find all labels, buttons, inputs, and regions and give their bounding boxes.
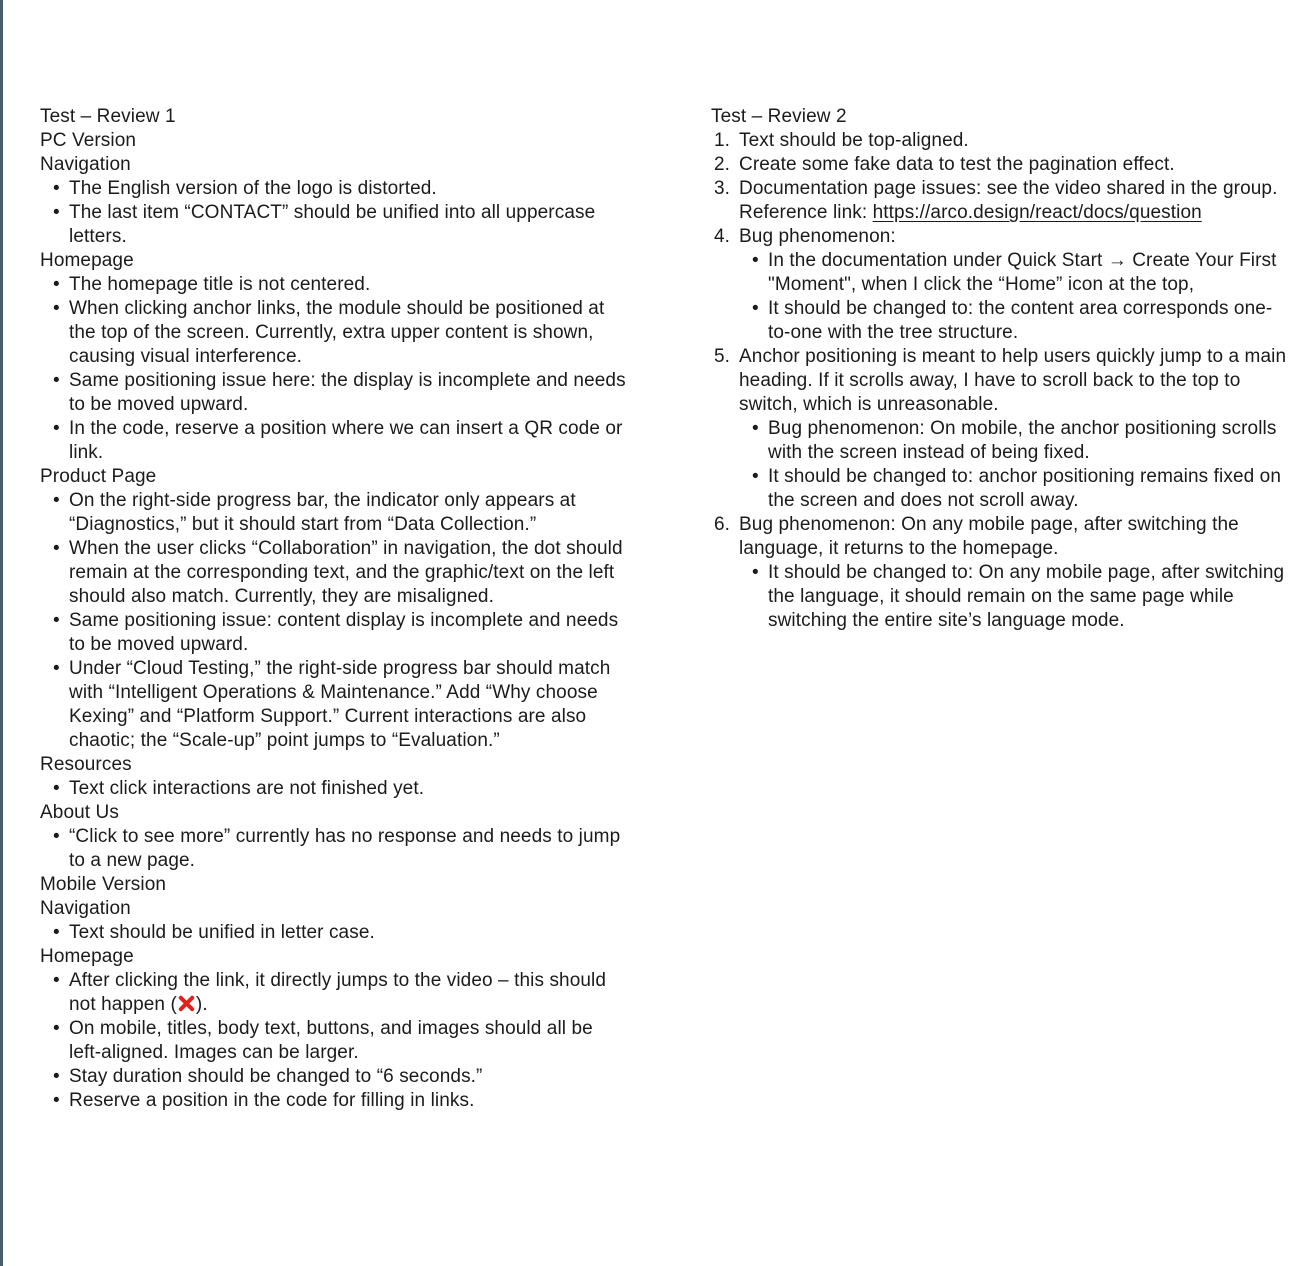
item-text: Create some fake data to test the pagination effect. [739,154,1175,175]
item-text: Bug phenomenon: [739,226,896,247]
section-heading: Homepage [40,946,134,967]
numbered-item [711,177,1293,225]
bullet-dot: • [53,370,60,391]
bullet-dot: • [53,610,60,631]
text-run: After clicking the link, it directly jumps to the video – this should not happen ( [69,970,607,1015]
section-heading: About Us [40,802,119,823]
bullet-text: It should be changed to: On any mobile page, after switching the language, it should remain on the same page while switching the entire site’s language mode. [768,562,1285,631]
review1-column [40,105,628,1113]
bullet-item [40,609,628,657]
bullet-text: “Click to see more” currently has no response and needs to jump to a new page. [69,826,621,871]
bullet-item [40,657,628,753]
item-body [739,345,1293,513]
section-heading: Resources [40,754,132,775]
item-number: 4. [714,226,731,247]
item-body [739,177,1293,225]
item-text [739,177,1293,225]
numbered-item [711,513,1293,633]
bullet-dot: • [53,658,60,679]
bullet-item [40,273,628,297]
bullet-dot: • [53,922,60,943]
bullet-item [40,969,628,1017]
item-body [739,129,1293,153]
bullet-item-sub [739,417,1293,465]
bullet-text: Under “Cloud Testing,” the right-side progress bar should match with “Intelligent Operations & Maintenance.” Add “Why choose Kexing” and “Platform Support.” Current interactions are also chaotic; the “Scale-up” point jumps to “Evaluation.” [69,658,611,751]
bullet-text: It should be changed to: the content area corresponds one-to-one with the tree structure. [768,298,1273,343]
bullet-text: Bug phenomenon: On mobile, the anchor positioning scrolls with the screen instead of being fixed. [768,418,1277,463]
item-number: 5. [714,346,731,367]
bullet-text: The homepage title is not centered. [69,274,371,295]
bullet-text: When the user clicks “Collaboration” in navigation, the dot should remain at the corresponding text, and the graphic/text on the left should also match. Currently, they are misaligned. [69,538,623,607]
item-number: 3. [714,178,731,199]
bullet-dot: • [53,970,60,991]
bullet-dot: • [752,562,759,583]
review1-content [40,129,628,1113]
bullet-item [40,1065,628,1089]
bullet-dot: • [53,778,60,799]
numbered-item [711,153,1293,177]
bullet-item [40,297,628,369]
red-cross-icon [177,994,196,1013]
bullet-text [69,969,628,1017]
bullet-text: Same positioning issue here: the display is incomplete and needs to be moved upward. [69,370,626,415]
review1-title: Test – Review 1 [40,106,176,127]
bullet-text: Text click interactions are not finished yet. [69,778,425,799]
bullet-dot: • [53,178,60,199]
bullet-text: Same positioning issue: content display is incomplete and needs to be moved upward. [69,610,619,655]
bullet-item [40,201,628,249]
section-heading: Mobile Version [40,874,167,895]
bullet-item [40,921,628,945]
sub-bullets [739,249,1293,345]
bullet-dot: • [752,250,759,271]
item-text: Anchor positioning is meant to help users quickly jump to a main heading. If it scrolls away, I have to scroll back to the top to switch, which is unreasonable. [739,346,1287,415]
bullet-item [40,1089,628,1113]
bullet-item [40,1017,628,1065]
bullet-dot: • [53,538,60,559]
section-heading: Navigation [40,898,131,919]
bullet-dot: • [53,1018,60,1039]
bullet-item [40,177,628,201]
review2-content [711,129,1293,633]
numbered-item [711,345,1293,513]
section-heading: Homepage [40,250,134,271]
bullet-item [40,537,628,609]
sub-bullets [739,417,1293,513]
bullet-item [40,825,628,873]
text-run: Documentation page issues: see the video shared in the group. Reference link: [739,178,1278,223]
bullet-text: Text should be unified in letter case. [69,922,375,943]
bullet-dot: • [752,298,759,319]
bullet-item-sub [739,297,1293,345]
bullet-dot: • [53,298,60,319]
bullet-dot: • [53,274,60,295]
bullet-text: In the code, reserve a position where we can insert a QR code or link. [69,418,623,463]
item-number: 6. [714,514,731,535]
item-number: 1. [714,130,731,151]
bullet-dot: • [53,826,60,847]
bullet-item [40,777,628,801]
bullet-text: It should be changed to: anchor positioning remains fixed on the screen and does not scroll away. [768,466,1281,511]
bullet-item-sub [739,465,1293,513]
bullet-dot: • [53,1090,60,1111]
review2-column [711,105,1293,633]
bullet-item [40,369,628,417]
sub-bullets [739,561,1293,633]
bullet-item [40,417,628,465]
section-heading: Product Page [40,466,157,487]
item-text: Text should be top-aligned. [739,130,969,151]
bullet-text: When clicking anchor links, the module should be positioned at the top of the screen. Currently, extra upper content is shown, causing visual interference. [69,298,605,367]
bullet-text: Stay duration should be changed to “6 seconds.” [69,1066,483,1087]
text-run: ). [195,994,208,1015]
bullet-dot: • [53,418,60,439]
bullet-item [40,489,628,537]
bullet-text: In the documentation under Quick Start → Create Your First "Moment", when I click the “Home” icon at the top, [768,250,1277,295]
item-body [739,225,1293,345]
bullet-dot: • [752,418,759,439]
bullet-text: On the right-side progress bar, the indicator only appears at “Diagnostics,” but it should start from “Data Collection.” [69,490,576,535]
item-number: 2. [714,154,731,175]
item-text: Bug phenomenon: On any mobile page, after switching the language, it returns to the homepage. [739,514,1239,559]
numbered-item [711,225,1293,345]
bullet-text: The last item “CONTACT” should be unified into all uppercase letters. [69,202,596,247]
bullet-dot: • [53,1066,60,1087]
bullet-text: The English version of the logo is distorted. [69,178,437,199]
reference-link[interactable]: https://arco.design/react/docs/question [872,202,1202,223]
item-body [739,153,1293,177]
bullet-text: On mobile, titles, body text, buttons, and images should all be left-aligned. Images can be larger. [69,1018,593,1063]
section-heading: Navigation [40,154,131,175]
section-heading: PC Version [40,130,137,151]
bullet-text: Reserve a position in the code for filling in links. [69,1090,475,1111]
bullet-item-sub [739,249,1293,297]
review2-title: Test – Review 2 [711,106,847,127]
item-body [739,513,1293,633]
bullet-dot: • [53,202,60,223]
bullet-dot: • [752,466,759,487]
numbered-item [711,129,1293,153]
bullet-item-sub [739,561,1293,633]
bullet-dot: • [53,490,60,511]
